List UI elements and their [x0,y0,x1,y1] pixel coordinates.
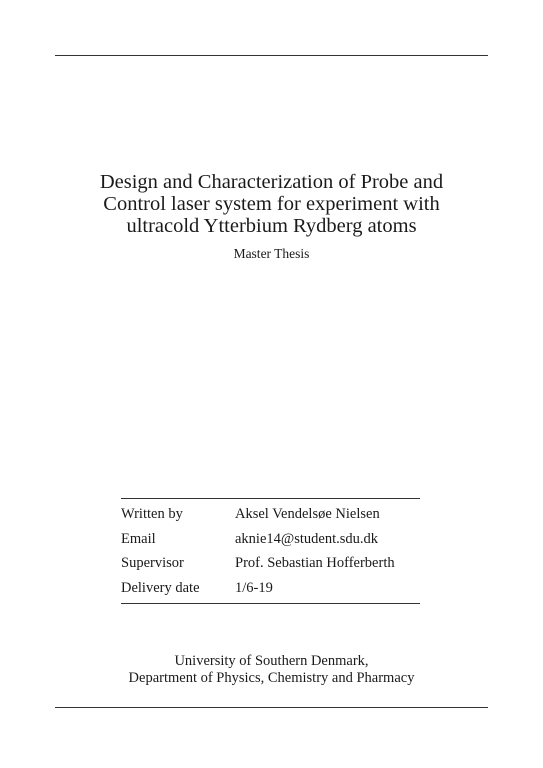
thesis-subtitle: Master Thesis [233,246,310,261]
info-value: Prof. Sebastian Hofferberth [235,555,395,571]
info-row-written-by [121,502,420,527]
info-label: Email [121,530,156,547]
top-rule [55,55,488,56]
info-row-supervisor [121,551,420,576]
info-table [121,498,420,604]
info-value: 1/6-19 [235,579,273,596]
affiliation-line: Department of Physics, Chemistry and Pharmacy [128,670,415,686]
affiliation-line: University of Southern Denmark, [174,653,369,669]
info-value: aknie14@student.sdu.dk [235,530,379,547]
title-line: Control laser system for experiment with [103,193,440,215]
affiliation [40,653,503,687]
title-line: ultracold Ytterbium Rydberg atoms [126,215,417,237]
title-block [40,171,503,262]
info-label: Written by [121,506,183,522]
thesis-title [40,171,503,237]
info-label: Delivery date [121,579,200,596]
title-line: Design and Characterization of Probe and [99,171,444,193]
info-value: Aksel Vendelsøe Nielsen [235,506,380,522]
bottom-rule [55,707,488,708]
info-row-email [121,527,420,552]
info-label: Supervisor [121,555,184,571]
info-row-delivery-date [121,576,420,601]
